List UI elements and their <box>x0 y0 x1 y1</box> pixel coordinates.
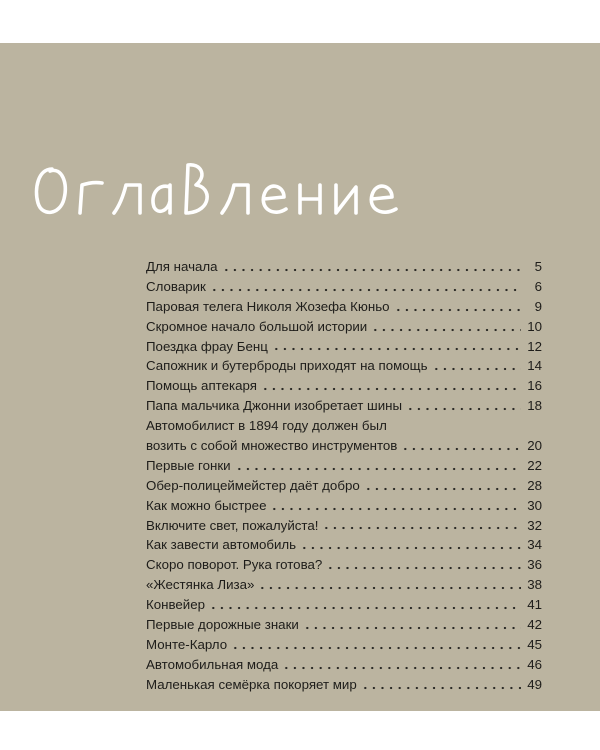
toc-entry[interactable] <box>146 257 542 277</box>
dot-leader <box>235 467 521 471</box>
toc-entry-title: Конвейер <box>146 595 209 615</box>
toc-entry-page: 18 <box>527 398 542 414</box>
dot-leader <box>231 646 521 650</box>
toc-entry-title: Для начала <box>146 257 222 277</box>
toc-entry-page: 42 <box>527 617 542 633</box>
toc-entry-page: 6 <box>534 278 542 294</box>
toc-entry[interactable] <box>146 675 542 695</box>
toc-entry-title: Паровая телега Николя Жозефа Кюньо <box>146 297 394 317</box>
toc-entry-page: 38 <box>527 577 542 593</box>
toc-entry-title: Автомобильная мода <box>146 655 282 675</box>
toc-entry[interactable] <box>146 396 542 416</box>
toc-entry-page: 9 <box>534 298 542 314</box>
toc-entry-title: Первые гонки <box>146 456 235 476</box>
page-title <box>30 155 410 227</box>
toc-entry-page: 5 <box>534 258 542 274</box>
toc-entry-title: Скромное начало большой истории <box>146 317 371 337</box>
toc-entry-page: 49 <box>527 676 542 692</box>
toc-entry[interactable] <box>146 297 542 317</box>
toc-entry-title: Первые дорожные знаки <box>146 615 303 635</box>
dot-leader <box>210 288 521 292</box>
dot-leader <box>326 566 521 570</box>
dot-leader <box>364 487 521 491</box>
toc-entry[interactable] <box>146 516 542 536</box>
toc-entry[interactable] <box>146 496 542 516</box>
dot-leader <box>322 526 521 530</box>
toc-entry[interactable] <box>146 317 542 337</box>
toc-entry-page: 36 <box>527 557 542 573</box>
toc-entry-title: Папа мальчика Джонни изобретает шины <box>146 396 406 416</box>
toc-entry[interactable] <box>146 356 542 376</box>
toc-entry[interactable] <box>146 476 542 496</box>
dot-leader <box>258 586 521 590</box>
toc-entry-page: 30 <box>527 497 542 513</box>
dot-leader <box>270 507 521 511</box>
toc-entry-title: Как можно быстрее <box>146 496 270 516</box>
dot-leader <box>209 606 521 610</box>
toc-entry[interactable] <box>146 416 542 456</box>
toc-entry[interactable] <box>146 655 542 675</box>
toc-entry[interactable] <box>146 535 542 555</box>
book-page <box>0 43 600 711</box>
dot-leader <box>432 367 521 371</box>
toc-entry-page: 34 <box>527 537 542 553</box>
toc-entry-page: 41 <box>527 597 542 613</box>
toc-entry[interactable] <box>146 575 542 595</box>
toc-entry-title: Маленькая семёрка покоряет мир <box>146 675 361 695</box>
toc-entry[interactable] <box>146 615 542 635</box>
dot-leader <box>282 666 521 670</box>
table-of-contents <box>146 257 542 695</box>
toc-entry-title: Сапожник и бутерброды приходят на помощь <box>146 356 432 376</box>
toc-entry-page: 28 <box>527 477 542 493</box>
toc-entry-title: Как завести автомобиль <box>146 535 300 555</box>
toc-entry[interactable] <box>146 376 542 396</box>
toc-entry-page: 46 <box>527 656 542 672</box>
toc-entry-page: 22 <box>527 457 542 473</box>
toc-entry[interactable] <box>146 277 542 297</box>
toc-entry[interactable] <box>146 635 542 655</box>
dot-leader <box>261 387 521 391</box>
toc-entry-title: Скоро поворот. Рука готова? <box>146 555 326 575</box>
toc-entry-title: Поездка фрау Бенц <box>146 337 272 357</box>
toc-entry[interactable] <box>146 456 542 476</box>
toc-entry-page: 10 <box>527 318 542 334</box>
toc-entry-title: Помощь аптекаря <box>146 376 261 396</box>
dot-leader <box>300 546 521 550</box>
dot-leader <box>272 347 521 351</box>
dot-leader <box>361 686 521 690</box>
toc-entry-title: Обер-полицеймейстер даёт добро <box>146 476 364 496</box>
dot-leader <box>222 268 521 272</box>
handwritten-title-lettering <box>30 155 410 227</box>
toc-entry[interactable] <box>146 595 542 615</box>
toc-entry-page: 16 <box>527 378 542 394</box>
toc-entry[interactable] <box>146 337 542 357</box>
toc-entry-title: Включите свет, пожалуйста! <box>146 516 322 536</box>
toc-entry-page: 32 <box>527 517 542 533</box>
dot-leader <box>371 328 521 332</box>
toc-entry[interactable] <box>146 555 542 575</box>
toc-entry-page: 14 <box>527 358 542 374</box>
toc-entry-page: 20 <box>527 438 542 454</box>
toc-entry-title: Автомобилист в 1894 году должен был возить с собой множество инструментов <box>146 416 401 456</box>
dot-leader <box>401 447 521 451</box>
toc-entry-title: Монте-Карло <box>146 635 231 655</box>
toc-entry-title: Словарик <box>146 277 210 297</box>
dot-leader <box>406 407 521 411</box>
dot-leader <box>303 626 521 630</box>
toc-entry-page: 12 <box>527 338 542 354</box>
toc-entry-page: 45 <box>527 636 542 652</box>
toc-entry-title: «Жестянка Лиза» <box>146 575 258 595</box>
dot-leader <box>394 308 521 312</box>
